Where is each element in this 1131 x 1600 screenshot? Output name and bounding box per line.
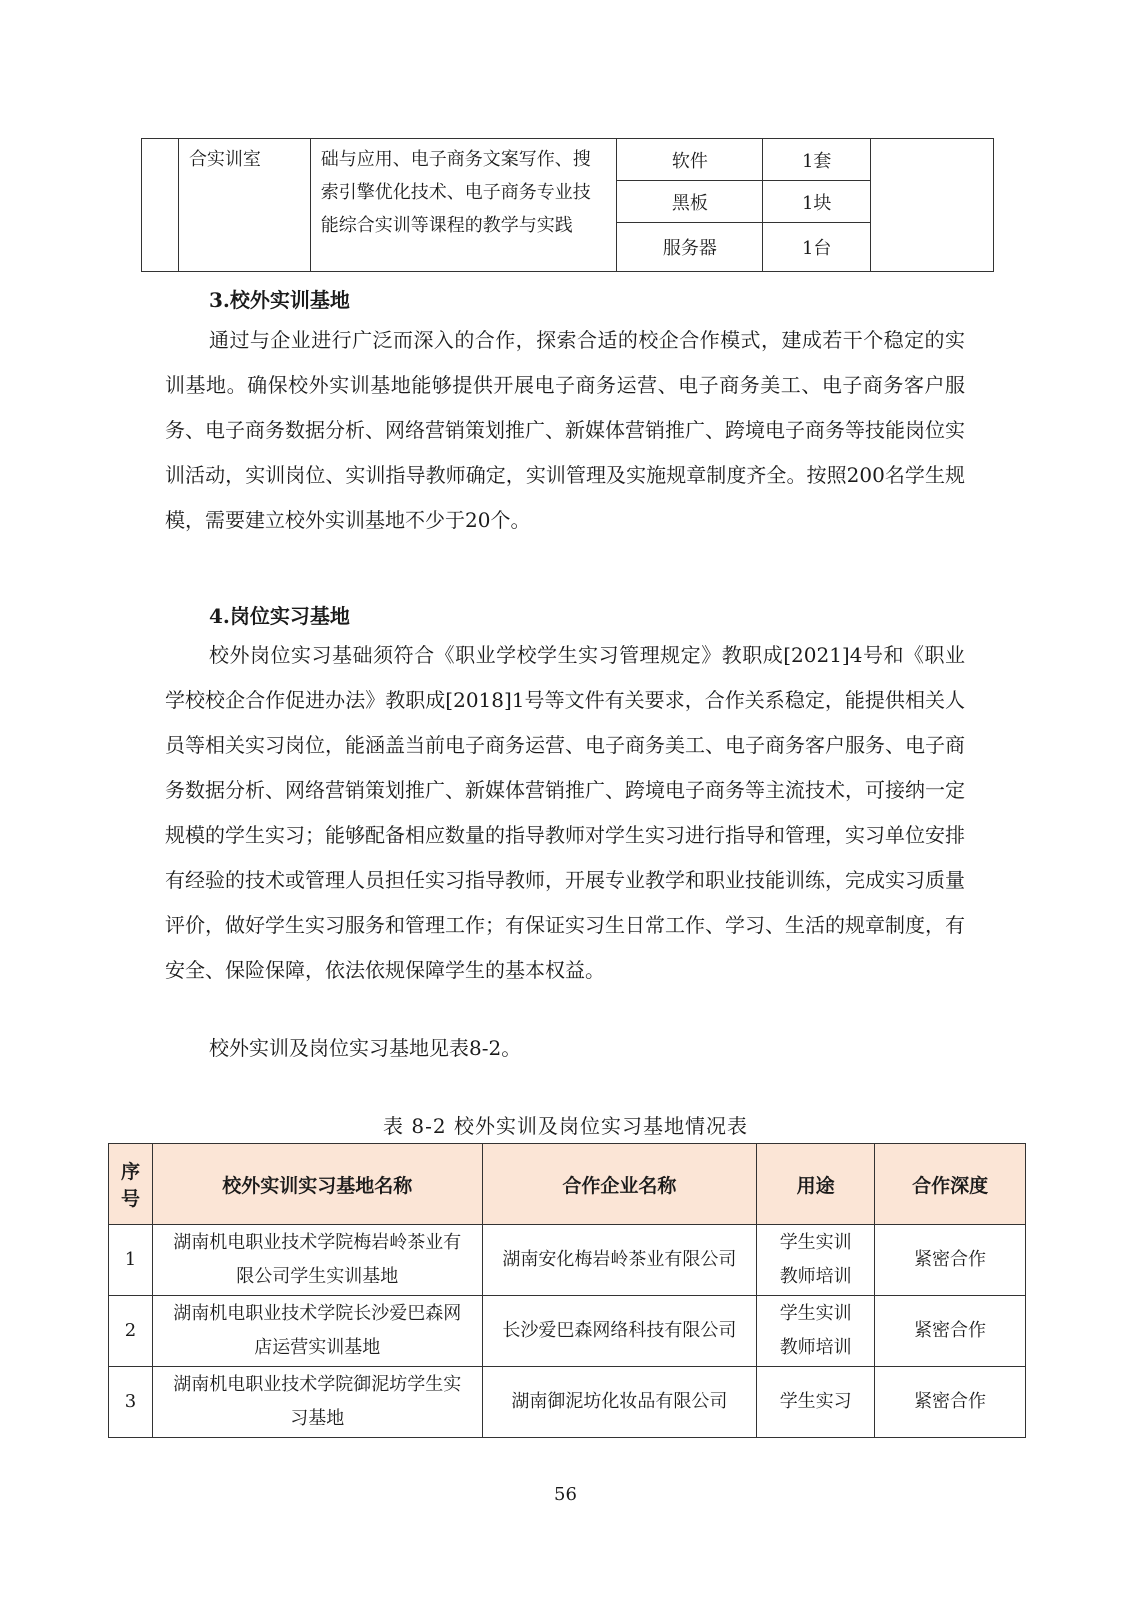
row-depth: 紧密合作 (875, 1225, 1026, 1296)
equipment-table (141, 138, 994, 272)
row-depth: 紧密合作 (875, 1296, 1026, 1367)
row-company: 湖南御泥坊化妆品有限公司 (482, 1367, 757, 1438)
room-name-cell: 合实训室 (178, 139, 310, 272)
page-number: 56 (554, 1484, 577, 1505)
table-caption: 表 8-2 校外实训及岗位实习基地情况表 (383, 1114, 748, 1138)
header-company: 合作企业名称 (482, 1144, 757, 1225)
row-depth: 紧密合作 (875, 1367, 1026, 1438)
row-use: 学生实习 (757, 1367, 875, 1438)
notes-cell (871, 139, 994, 272)
table-row (109, 1225, 1026, 1296)
row-use: 学生实训教师培训 (757, 1225, 875, 1296)
equipment-qty: 1台 (763, 223, 871, 272)
table-row (109, 1367, 1026, 1438)
table-row (109, 1296, 1026, 1367)
row-company: 湖南安化梅岩岭茶业有限公司 (482, 1225, 757, 1296)
table-reference: 校外实训及岗位实习基地见表8-2。 (209, 1036, 522, 1060)
header-base-name: 校外实训实习基地名称 (152, 1144, 482, 1225)
section-heading-3: 3.校外实训基地 (209, 288, 350, 312)
equipment-item: 软件 (617, 139, 763, 181)
row-company: 长沙爱巴森网络科技有限公司 (482, 1296, 757, 1367)
description-cell: 础与应用、电子商务文案写作、搜索引擎优化技术、电子商务专业技能综合实训等课程的教学与实践 (310, 139, 617, 272)
section-3-paragraph: 通过与企业进行广泛而深入的合作，探索合适的校企合作模式，建成若干个稳定的实训基地。确保校外实训基地能够提供开展电子商务运营、电子商务美工、电子商务客户服务、电子商务数据分析、网络营销策划推广、新媒体营销推广、跨境电子商务等技能岗位实训活动，实训岗位、实训指导教师确定，实训管理及实施规章制度齐全。按照200名学生规模，需要建立校外实训基地不少于20个。 (165, 328, 965, 532)
row-no: 2 (109, 1296, 153, 1367)
equipment-qty: 1套 (763, 139, 871, 181)
equipment-item: 黑板 (617, 181, 763, 223)
equipment-qty: 1块 (763, 181, 871, 223)
row-no: 3 (109, 1367, 153, 1438)
row-base-name: 湖南机电职业技术学院梅岩岭茶业有限公司学生实训基地 (152, 1225, 482, 1296)
row-base-name: 湖南机电职业技术学院长沙爱巴森网店运营实训基地 (152, 1296, 482, 1367)
bases-table (108, 1143, 1026, 1438)
row-no: 1 (109, 1225, 153, 1296)
row-base-name: 湖南机电职业技术学院御泥坊学生实习基地 (152, 1367, 482, 1438)
section-heading-4: 4.岗位实习基地 (209, 604, 350, 628)
row-index-cell (142, 139, 179, 272)
header-no: 序号 (109, 1144, 153, 1225)
header-depth: 合作深度 (875, 1144, 1026, 1225)
header-use: 用途 (757, 1144, 875, 1225)
row-use: 学生实训教师培训 (757, 1296, 875, 1367)
section-4-paragraph: 校外岗位实习基础须符合《职业学校学生实习管理规定》教职成[2021]4号和《职业学校校企合作促进办法》教职成[2018]1号等文件有关要求，合作关系稳定，能提供相关人员等相关实习岗位，能涵盖当前电子商务运营、电子商务美工、电子商务客户服务、电子商务数据分析、网络营销策划推广、新媒体营销推广、跨境电子商务等主流技术，可接纳一定规模的学生实习；能够配备相应数量的指导教师对学生实习进行指导和管理，实习单位安排有经验的技术或管理人员担任实习指导教师，开展专业教学和职业技能训练，完成实习质量评价，做好学生实习服务和管理工作；有保证实习生日常工作、学习、生活的规章制度，有安全、保险保障，依法依规保障学生的基本权益。 (165, 643, 965, 982)
equipment-item: 服务器 (617, 223, 763, 272)
